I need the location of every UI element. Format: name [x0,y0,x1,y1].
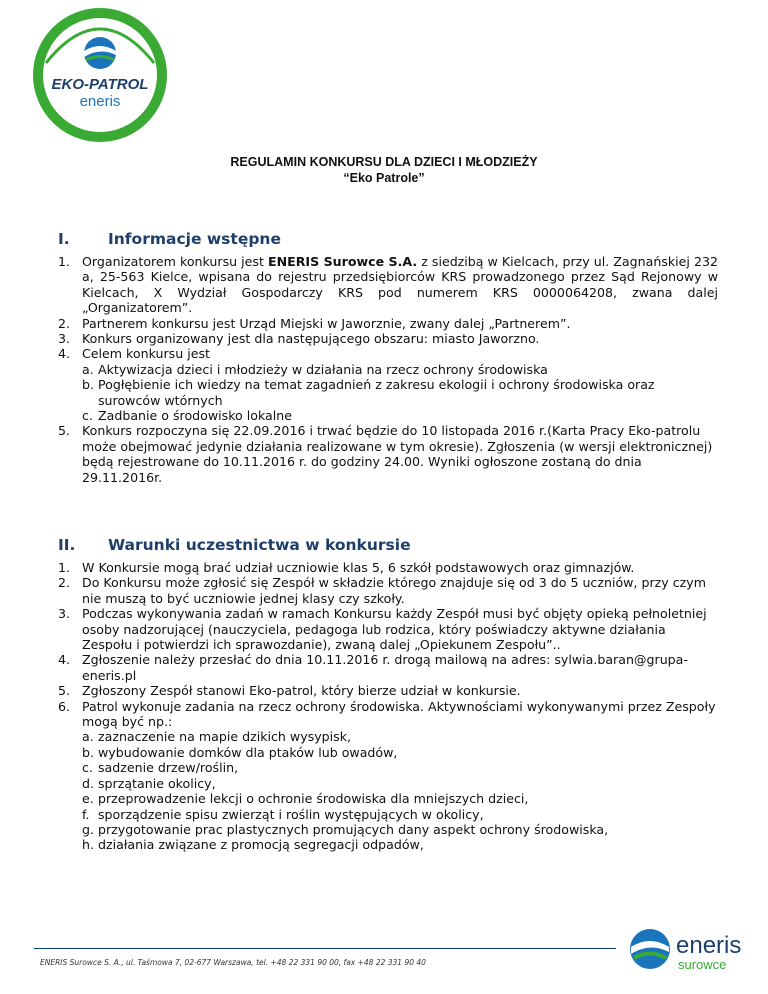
sub-item: h. działania związane z promocją segregacji odpadów, [82,837,424,853]
footer-divider [34,948,616,949]
brand-subtitle: surowce [678,957,727,972]
sub-item: c. sadzenie drzew/roślin, [82,760,239,776]
brand-name: eneris [676,932,742,959]
list-item: 5. Zgłoszony Zespół stanowi Eko-patrol, który bierze udział w konkursie. [58,683,521,699]
section-heading-1 [58,230,281,248]
document-subtitle: “Eko Patrole” [343,171,425,185]
list-item: 1. Organizatorem konkursu jest ENERIS Surowce S.A. z siedzibą w Kielcach, przy ul. Zagnańskiej 232 a, 25-563 Kielce, wpisana do rejestru przedsiębiorców KRS prowadzonego przez Sąd Rejonowy w Kielcach, X Wydział Gospodarczy KRS pod numerem KRS 0000064208, zwana dalej „Organizatorem”. [58,254,718,316]
section-number: I. [58,230,70,248]
list-item: 4. Zgłoszenie należy przesłać do dnia 10.11.2016 r. drogą mailową na adres: sylwia.baran@grupa-eneris.pl [58,652,688,683]
eneris-globe-icon [630,929,670,969]
document-title: REGULAMIN KONKURSU DLA DZIECI I MŁODZIEŻY [230,155,538,169]
list-item: 6. Patrol wykonuje zadania na rzecz ochrony środowiska. Aktywnościami wykonywanymi przez Zespoły mogą być np.: a. zaznaczenie na mapie dzikich wysypisk, b. wybudowanie domków dla ptaków lub owadów, c. sadzenie drzew/roślin, d. sprzątanie okolicy, e. przeprowadzenie lekcji o ochronie środowiska dla mniejszych dzieci, f. sporządzenie spisu zwierząt i roślin występujących w okolicy, g. przygotowanie prac plastycznych promujących dany aspekt ochrony środowiska, h. działania związane z promocją segregacji odpadów, [58,699,718,853]
list-item: 4. Celem konkursu jest a. Aktywizacja dzieci i młodzieży w działania na rzecz ochrony środowiska b. Pogłębienie ich wiedzy na temat zagadnień z zakresu ekologii i ochrony środowiska oraz surowców wtórnych c. Zadbanie o środowisko lokalne [58,346,718,423]
list-item: 3. Podczas wykonywania zadań w ramach Konkursu każdy Zespół musi być objęty opieką pełnoletniej osoby nadzorującej (nauczyciela, pedagoga lub rodzica, który poświadczy aktywne działania Zespołu i potwierdzi ich sprawozdanie), zwaną dalej „Opiekunem Zespołu”.. [58,606,707,653]
sub-item: d. sprzątanie okolicy, [82,775,216,791]
logo-title: EKO-PATROL [51,76,149,93]
section-number: II. [58,536,76,554]
list-item: 2. Partnerem konkursu jest Urząd Miejski w Jaworznie, zwany dalej „Partnerem”. [58,315,571,331]
globe-icon [84,37,116,69]
section-heading-2 [58,536,411,554]
sub-item: c. Zadbanie o środowisko lokalne [82,408,292,424]
sub-item: f. sporządzenie spisu zwierząt i roślin występujących w okolicy, [82,806,484,822]
sub-item: b. wybudowanie domków dla ptaków lub owadów, [82,744,398,760]
section-title: Warunki uczestnictwa w konkursie [108,536,411,554]
section-title: Informacje wstępne [108,230,281,248]
sub-item: b. Pogłębienie ich wiedzy na temat zagadnień z zakresu ekologii i ochrony środowiska oraz surowców wtórnych [82,377,655,408]
list-item: 3. Konkurs organizowany jest dla następującego obszaru: miasto Jaworzno. [58,331,540,347]
eko-patrol-logo [30,5,170,145]
section-2-list [58,560,718,853]
sub-item: a. zaznaczenie na mapie dzikich wysypisk, [82,729,352,745]
sub-item: e. przeprowadzenie lekcji o ochronie środowiska dla mniejszych dzieci, [82,791,529,807]
logo-subtitle: eneris [79,93,121,110]
section-1-list [58,254,718,485]
list-item: 2. Do Konkursu może zgłosić się Zespół w składzie którego znajduje się od 3 do 5 uczniów, przy czym nie muszą to być uczniowie jednej klasy czy szkoły. [58,575,706,606]
list-item: 1. W Konkursie mogą brać udział uczniowie klas 5, 6 szkół podstawowych oraz gimnazjów. [58,560,635,575]
sub-item: a. Aktywizacja dzieci i młodzieży w działania na rzecz ochrony środowiska [82,361,548,377]
sub-item: g. przygotowanie prac plastycznych promujących dany aspekt ochrony środowiska, [82,821,609,837]
eneris-surowce-logo [626,925,762,975]
list-item: 5. Konkurs rozpoczyna się 22.09.2016 i trwać będzie do 10 listopada 2016 r.(Karta Pracy Eko-patrolu może obejmować jedynie działania realizowane w tym okresie). Zgłoszenia (w wersji elektronicznej) będą rejestrowane do 10.11.2016 r. do godziny 24.00. Wyniki ogłoszone zostaną do dnia 29.11.2016r. [58,423,713,485]
footer-address: ENERIS Surowce S. A., ul. Taśmowa 7, 02-677 Warszawa, tel. +48 22 331 90 00, fax +48 22 331 90 40 [40,958,426,967]
